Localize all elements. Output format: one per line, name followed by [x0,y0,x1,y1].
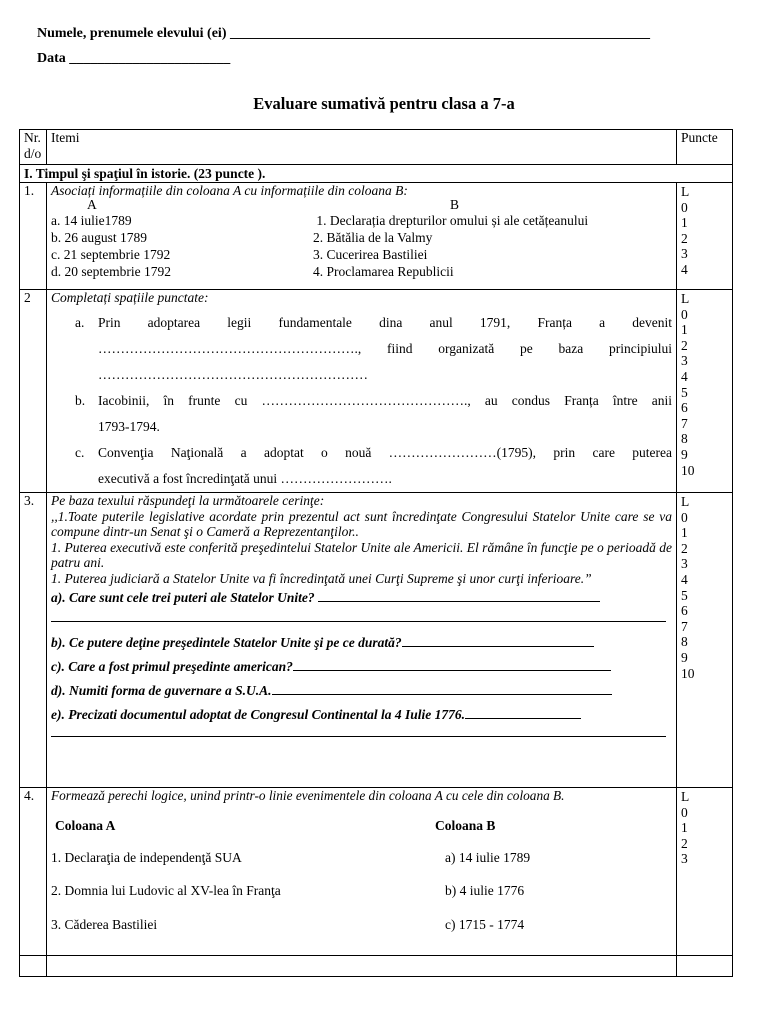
list-item: 1. Declarația drepturilor omului și ale cetățeanului [313,213,589,228]
section-title-row [20,165,733,183]
date-field[interactable]: Data _______________________ [37,51,231,66]
answer-line[interactable] [51,607,666,622]
assessment-table [19,129,733,977]
question-4-content [47,788,677,956]
question-instruction: Completați spațiile punctate: [51,290,209,305]
answer-line[interactable] [272,682,612,695]
answer-line[interactable] [465,706,581,719]
list-item: d. 20 septembrie 1792 [51,264,171,279]
col-items-header: Itemi [47,130,677,165]
match-row[interactable]: 3. Căderea Bastiliei c) 1715 - 1774 [51,917,525,932]
col-points-header: Puncte [677,130,733,165]
fill-in-item-a[interactable]: a. Prin adoptarea legii fundamentale dina anul 1791, Franța a devenit …………………………………………………., fiind organizată pe baza principiului …………………………………………………… [75,315,672,382]
question-a: a). Care sunt cele trei puteri ale Statelor Unite? [51,589,672,607]
question-row-2 [20,290,733,493]
column-b-header: B [450,197,460,212]
empty-cell [47,956,677,977]
question-3-content [47,493,677,788]
question-row-3 [20,493,733,788]
empty-cell [677,956,733,977]
points-scale[interactable]: L 0 1 2 3 4 5 6 7 8 9 10 [677,290,733,493]
question-2-content [47,290,677,493]
column-a-header: Coloana A [55,818,116,833]
column-a-header: A [87,197,97,212]
question-b: b). Ce putere deţine preşedintele Statelor Unite şi pe ce durată? [51,634,672,652]
question-d: d). Numiti forma de guvernare a S.U.A. [51,682,672,700]
list-item: a. 14 iulie1789 [51,213,132,228]
column-b-header: Coloana B [435,818,496,833]
student-name-field[interactable]: Numele, prenumele elevului (ei) ____________________________________________________________ [37,26,650,41]
match-row[interactable]: 1. Declaraţia de independenţă SUA a) 14 iulie 1789 [51,850,531,865]
list-item: c. 21 septembrie 1792 [51,247,171,262]
question-c: c). Care a fost primul preşedinte american? [51,658,672,676]
list-item: 3. Cucerirea Bastiliei [313,247,428,262]
fill-in-item-b[interactable]: b. Iacobinii, în frunte cu ………………………………………., au condus Franța între anii 1793-1794. [75,393,672,434]
answer-line[interactable] [318,589,600,602]
answer-line[interactable] [293,658,611,671]
points-scale[interactable]: L 0 1 2 3 4 5 6 7 8 9 10 [677,493,733,788]
source-quote-3: 1. Puterea judiciară a Statelor Unite va fi încredinţată unei Curţi Supreme şi unor curţi inferioare.” [51,570,592,586]
empty-cell [20,956,47,977]
question-1-content [47,183,677,290]
question-instruction: Asociați informațiile din coloana A cu informațiile din coloana B: [51,183,408,198]
list-item: 2. Bătălia de la Valmy [313,230,433,245]
answer-line[interactable] [402,634,594,647]
list-item: b. 26 august 1789 [51,230,147,245]
source-quote-2: 1. Puterea executivă este conferită preşedintelui Statelor Unite ale Americii. El rămâne în funcţie pe o perioadă de patru ani. [51,539,672,571]
question-row-1 [20,183,733,290]
question-number: 3. [20,493,47,788]
question-row-4 [20,788,733,956]
answer-line[interactable] [51,724,666,737]
source-quote-1: ,,1.Toate puterile legislative acordate prin prezentul act sunt încredinţate Congresului Statelor Unite care se va compune dintr-un Senat şi o Cameră a Reprezentanţilor.. [51,508,672,540]
question-number: 2 [20,290,47,493]
question-number: 1. [20,183,47,290]
question-instruction: Pe baza texului răspundeţi la următoarele cerinţe: [51,493,325,508]
section-title: I. Timpul şi spaţiul în istorie. (23 puncte ). [20,165,733,183]
table-header-row [20,130,733,165]
points-scale[interactable]: L 0 1 2 3 4 [677,183,733,290]
points-scale[interactable]: L 0 1 2 3 [677,788,733,956]
list-item: 4. Proclamarea Republicii [313,264,454,279]
empty-row [20,956,733,977]
question-e: e). Precizati documentul adoptat de Congresul Continental la 4 Iulie 1776. [51,706,672,724]
match-row[interactable]: 2. Domnia lui Ludovic al XV-lea în Franţa b) 4 iulie 1776 [51,883,525,898]
fill-in-item-c[interactable]: c. Convenţia Naţională a adoptat o nouă ……………………(1795), prin care puterea executivă a fost încredinţată unui ……………………. [75,445,672,486]
col-nr-header: Nr. d/o [20,130,47,165]
question-number: 4. [20,788,47,956]
question-instruction: Formează perechi logice, unind printr-o linie evenimentele din coloana A cu cele din coloana B. [51,788,565,803]
page-title: Evaluare sumativă pentru clasa a 7-a [253,94,515,113]
